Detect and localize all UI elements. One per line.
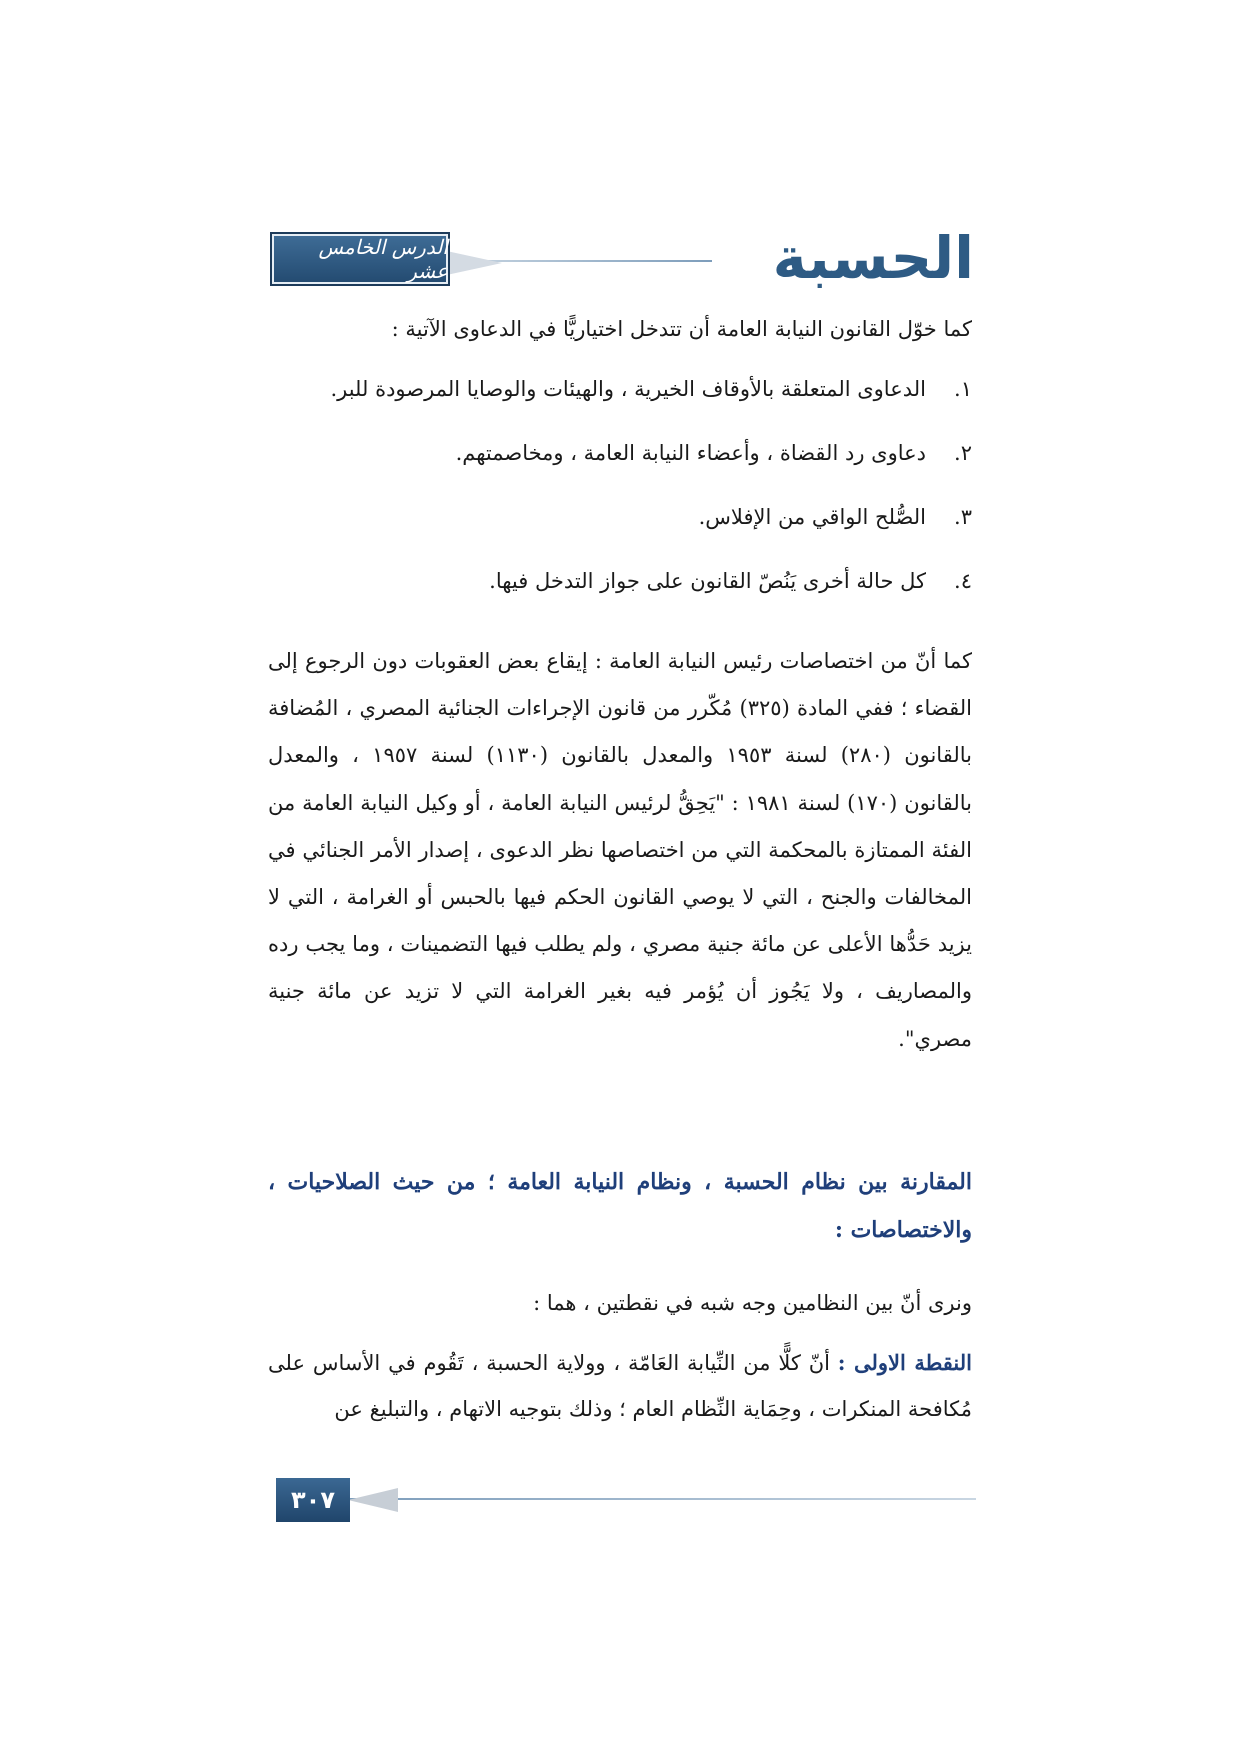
point-one-paragraph <box>268 1340 972 1432</box>
chapter-title: الحسبة <box>772 224 974 292</box>
page-header <box>270 224 974 292</box>
lesson-badge: الدرس الخامس عشر <box>270 232 450 286</box>
list-number: ٢. <box>954 441 972 465</box>
list-number: ٤. <box>954 569 972 593</box>
section-subheading: المقارنة بين نظام الحسبة ، ونظام النيابة العامة ؛ من حيث الصلاحيات ، والاختصاصات : <box>268 1169 972 1243</box>
list-text: كل حالة أخرى يَنُصّ القانون على جواز التدخل فيها. <box>489 569 926 593</box>
list-text: دعاوى رد القضاة ، وأعضاء النيابة العامة ، ومخاصمتهم. <box>455 441 926 465</box>
footer-shade <box>348 1488 398 1512</box>
list-number: ١. <box>954 377 972 401</box>
list-item <box>268 564 972 628</box>
header-shade <box>442 250 502 276</box>
footer-rule <box>350 1498 976 1500</box>
list-item <box>268 372 972 436</box>
list-number: ٣. <box>954 505 972 529</box>
list-item <box>268 436 972 500</box>
page-footer <box>276 1478 976 1524</box>
list-text: الدعاوى المتعلقة بالأوقاف الخيرية ، والهيئات والوصايا المرصودة للبر. <box>330 377 926 401</box>
cases-list <box>268 372 972 628</box>
point-one-label: النقطة الاولى : <box>837 1350 972 1375</box>
intro-text: كما خوّل القانون النيابة العامة أن تتدخل اختياريًّا في الدعاوى الآتية : <box>391 317 972 341</box>
list-text: الصُّلح الواقي من الإفلاس. <box>698 505 926 529</box>
page-number: ٣٠٧ <box>276 1478 350 1522</box>
list-item <box>268 500 972 564</box>
point-one-text: أنّ كلًّا من النِّيابة العَامّة ، وولاية الحسبة ، تَقُوم في الأساس على مُكافحة المنكرات ، وحِمَاية النِّظام العام ؛ وذلك بتوجيه الاتهام ، والتبليغ عن <box>268 1351 972 1421</box>
body-paragraph-2: ونرى أنّ بين النظامين وجه شبه في نقطتين ، هما : <box>533 1291 972 1315</box>
body-paragraph: كما أنّ من اختصاصات رئيس النيابة العامة : إيقاع بعض العقوبات دون الرجوع إلى القضاء ؛ ففي المادة (٣٢٥) مُكّرر من قانون الإجراءات الجنائية المصري ، المُضافة بالقانون (٢٨٠) لسنة ١٩٥٣ والمعدل بالقانون (١١٣٠) لسنة ١٩٥٧ ، والمعدل بالقانون (١٧٠) لسنة ١٩٨١ : "يَحِقُّ لرئيس النيابة العامة ، أو وكيل النيابة العامة من الفئة الممتازة بالمحكمة التي من اختصاصها نظر الدعوى ، إصدار الأمر الجنائي في المخالفات والجنح ، التي لا يوصي القانون الحكم فيها بالحبس أو الغرامة ، التي لا يزيد حَدُّها الأعلى عن مائة جنية مصري ، ولم يطلب فيها التضمينات ، وما يجب رده والمصاريف ، ولا يَجُوز أن يُؤمر فيه بغير الغرامة التي لا تزيد عن مائة جنية مصري". <box>268 649 973 1051</box>
